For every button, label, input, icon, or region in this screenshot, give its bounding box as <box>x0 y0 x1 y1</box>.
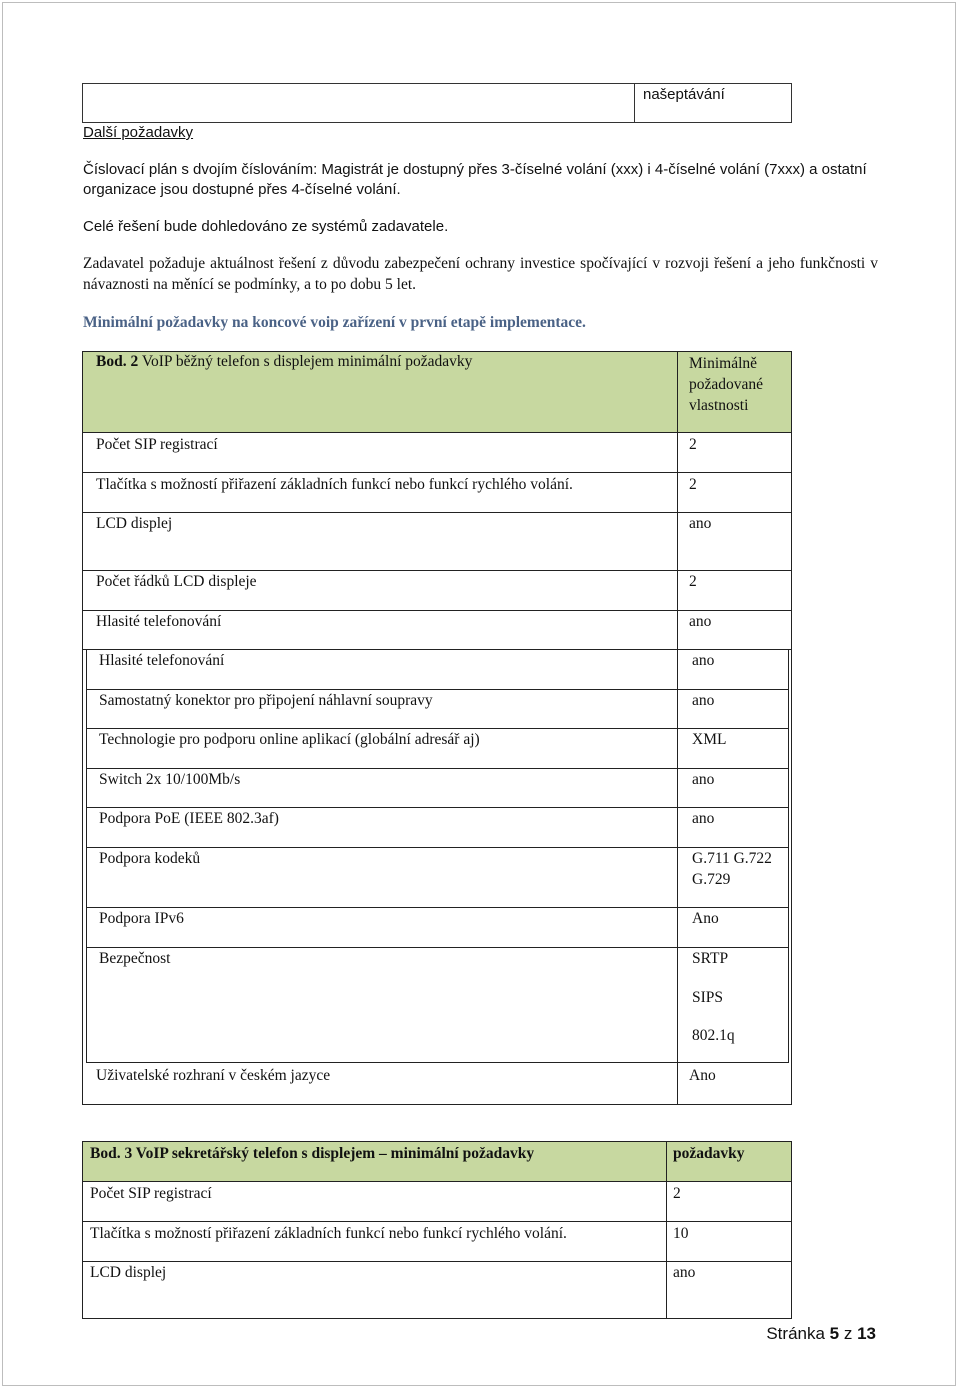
page-footer <box>766 1324 876 1344</box>
footer-prefix: Stránka <box>766 1324 830 1343</box>
table2-header-title: Bod. 3 VoIP sekretářský telefon s displejem – minimální požadavky <box>90 1145 535 1162</box>
table1-row-label: Uživatelské rozhraní v českém jazyce <box>96 1067 331 1084</box>
table1-row-value: 2 <box>689 476 697 493</box>
table1-row-value: ano <box>692 810 715 827</box>
table1-row-value: 802.1q <box>692 1027 735 1044</box>
table1-inner-left-border <box>86 649 87 1062</box>
table1-row-divider <box>86 907 789 908</box>
table1-row-value: XML <box>692 731 727 748</box>
table1-row-label: Samostatný konektor pro připojení náhlavní soupravy <box>99 692 433 709</box>
table2-row-label: Počet SIP registrací <box>90 1185 212 1202</box>
table1-row-label: Počet řádků LCD displeje <box>96 573 257 590</box>
table1-row-label: Bezpečnost <box>99 950 171 967</box>
table1-row-label: Podpora kodeků <box>99 850 201 867</box>
table1-header-bod: Bod. 2 <box>96 353 139 370</box>
table2-row-label: LCD displej <box>90 1264 167 1281</box>
table1-row-value: SRTP <box>692 950 729 967</box>
footer-separator: z <box>839 1324 858 1343</box>
section-heading: Další požadavky <box>83 124 194 141</box>
table1-row-label: Hlasité telefonování <box>99 652 225 669</box>
numbering-paragraph: Číslovací plán s dvojím číslováním: Magistrát je dostupný přes 3-číselné volání (xxx) i 4-číselné volání (7xxx) a ostatní organizace jsou dostupné přes 4-číselné volání. <box>83 161 867 198</box>
table2-row-value: 2 <box>673 1185 681 1202</box>
top-box-label: našeptávání <box>643 86 725 103</box>
monitoring-paragraph: Celé řešení bude dohledováno ze systémů zadavatele. <box>83 218 449 235</box>
table1-header-title <box>96 353 472 371</box>
table1-row-label: LCD displej <box>96 515 173 532</box>
requirements-table-1 <box>82 351 792 1105</box>
table1-row-label: Switch 2x 10/100Mb/s <box>99 771 241 788</box>
table1-row-divider <box>83 512 791 513</box>
footer-page-number: 5 <box>829 1324 840 1343</box>
table1-header-rest: VoIP běžný telefon s displejem minimální požadavky <box>138 353 473 370</box>
table1-row-label: Podpora IPv6 <box>99 910 184 927</box>
table1-row-label: Počet SIP registrací <box>96 436 218 453</box>
table1-row-value: Ano <box>689 1067 716 1084</box>
table1-row-value: SIPS <box>692 989 724 1006</box>
table2-header <box>83 1142 791 1182</box>
table2-row-divider <box>83 1221 791 1222</box>
table1-row-value: ano <box>692 692 715 709</box>
table1-row-value: ano <box>692 771 715 788</box>
top-box-divider <box>634 84 635 122</box>
table2-row-value: ano <box>673 1264 696 1281</box>
table2-header-right: požadavky <box>673 1145 745 1162</box>
table1-row-value: ano <box>689 515 712 532</box>
table1-row-divider <box>86 947 789 948</box>
table1-header-right: Minimálně požadované vlastnosti <box>689 355 764 414</box>
table1-row-value: ano <box>692 652 715 669</box>
table1-inner-right-border <box>788 649 789 1062</box>
table1-row-label: Technologie pro podporu online aplikací (globální adresář aj) <box>99 731 480 748</box>
table1-row-label: Tlačítka s možností přiřazení základních funkcí nebo funkcí rychlého volání. <box>96 476 573 493</box>
table1-header <box>83 352 791 433</box>
footer-total-pages: 13 <box>857 1324 876 1343</box>
table1-row-value: Ano <box>692 910 719 927</box>
actuality-paragraph: Zadavatel požaduje aktuálnost řešení z důvodu zabezpečení ochrany investice spočívající v rozvoji řešení a jeho funkčnosti v návaznosti na měnící se podmínky, a to po dobu 5 let. <box>83 255 878 293</box>
table1-header-divider <box>677 352 678 432</box>
table1-column-divider <box>677 433 678 1105</box>
table1-row-value: 2 <box>689 436 697 453</box>
requirements-table-2 <box>82 1141 792 1319</box>
table1-row-divider <box>83 472 791 473</box>
table2-row-value: 10 <box>673 1225 689 1242</box>
table1-row-value: 2 <box>689 573 697 590</box>
min-requirements-title: Minimální požadavky na koncové voip zařízení v první etapě implementace. <box>83 314 586 331</box>
table2-row-label: Tlačítka s možností přiřazení základních funkcí nebo funkcí rychlého volání. <box>90 1225 567 1242</box>
table1-row-value: ano <box>689 613 712 630</box>
table1-row-label: Hlasité telefonování <box>96 613 222 630</box>
top-box <box>82 83 792 123</box>
table1-row-value: G.711 G.722 G.729 <box>692 850 772 888</box>
table1-row-divider <box>86 1062 789 1063</box>
table2-column-divider <box>666 1142 667 1318</box>
table1-row-label: Podpora PoE (IEEE 802.3af) <box>99 810 279 827</box>
